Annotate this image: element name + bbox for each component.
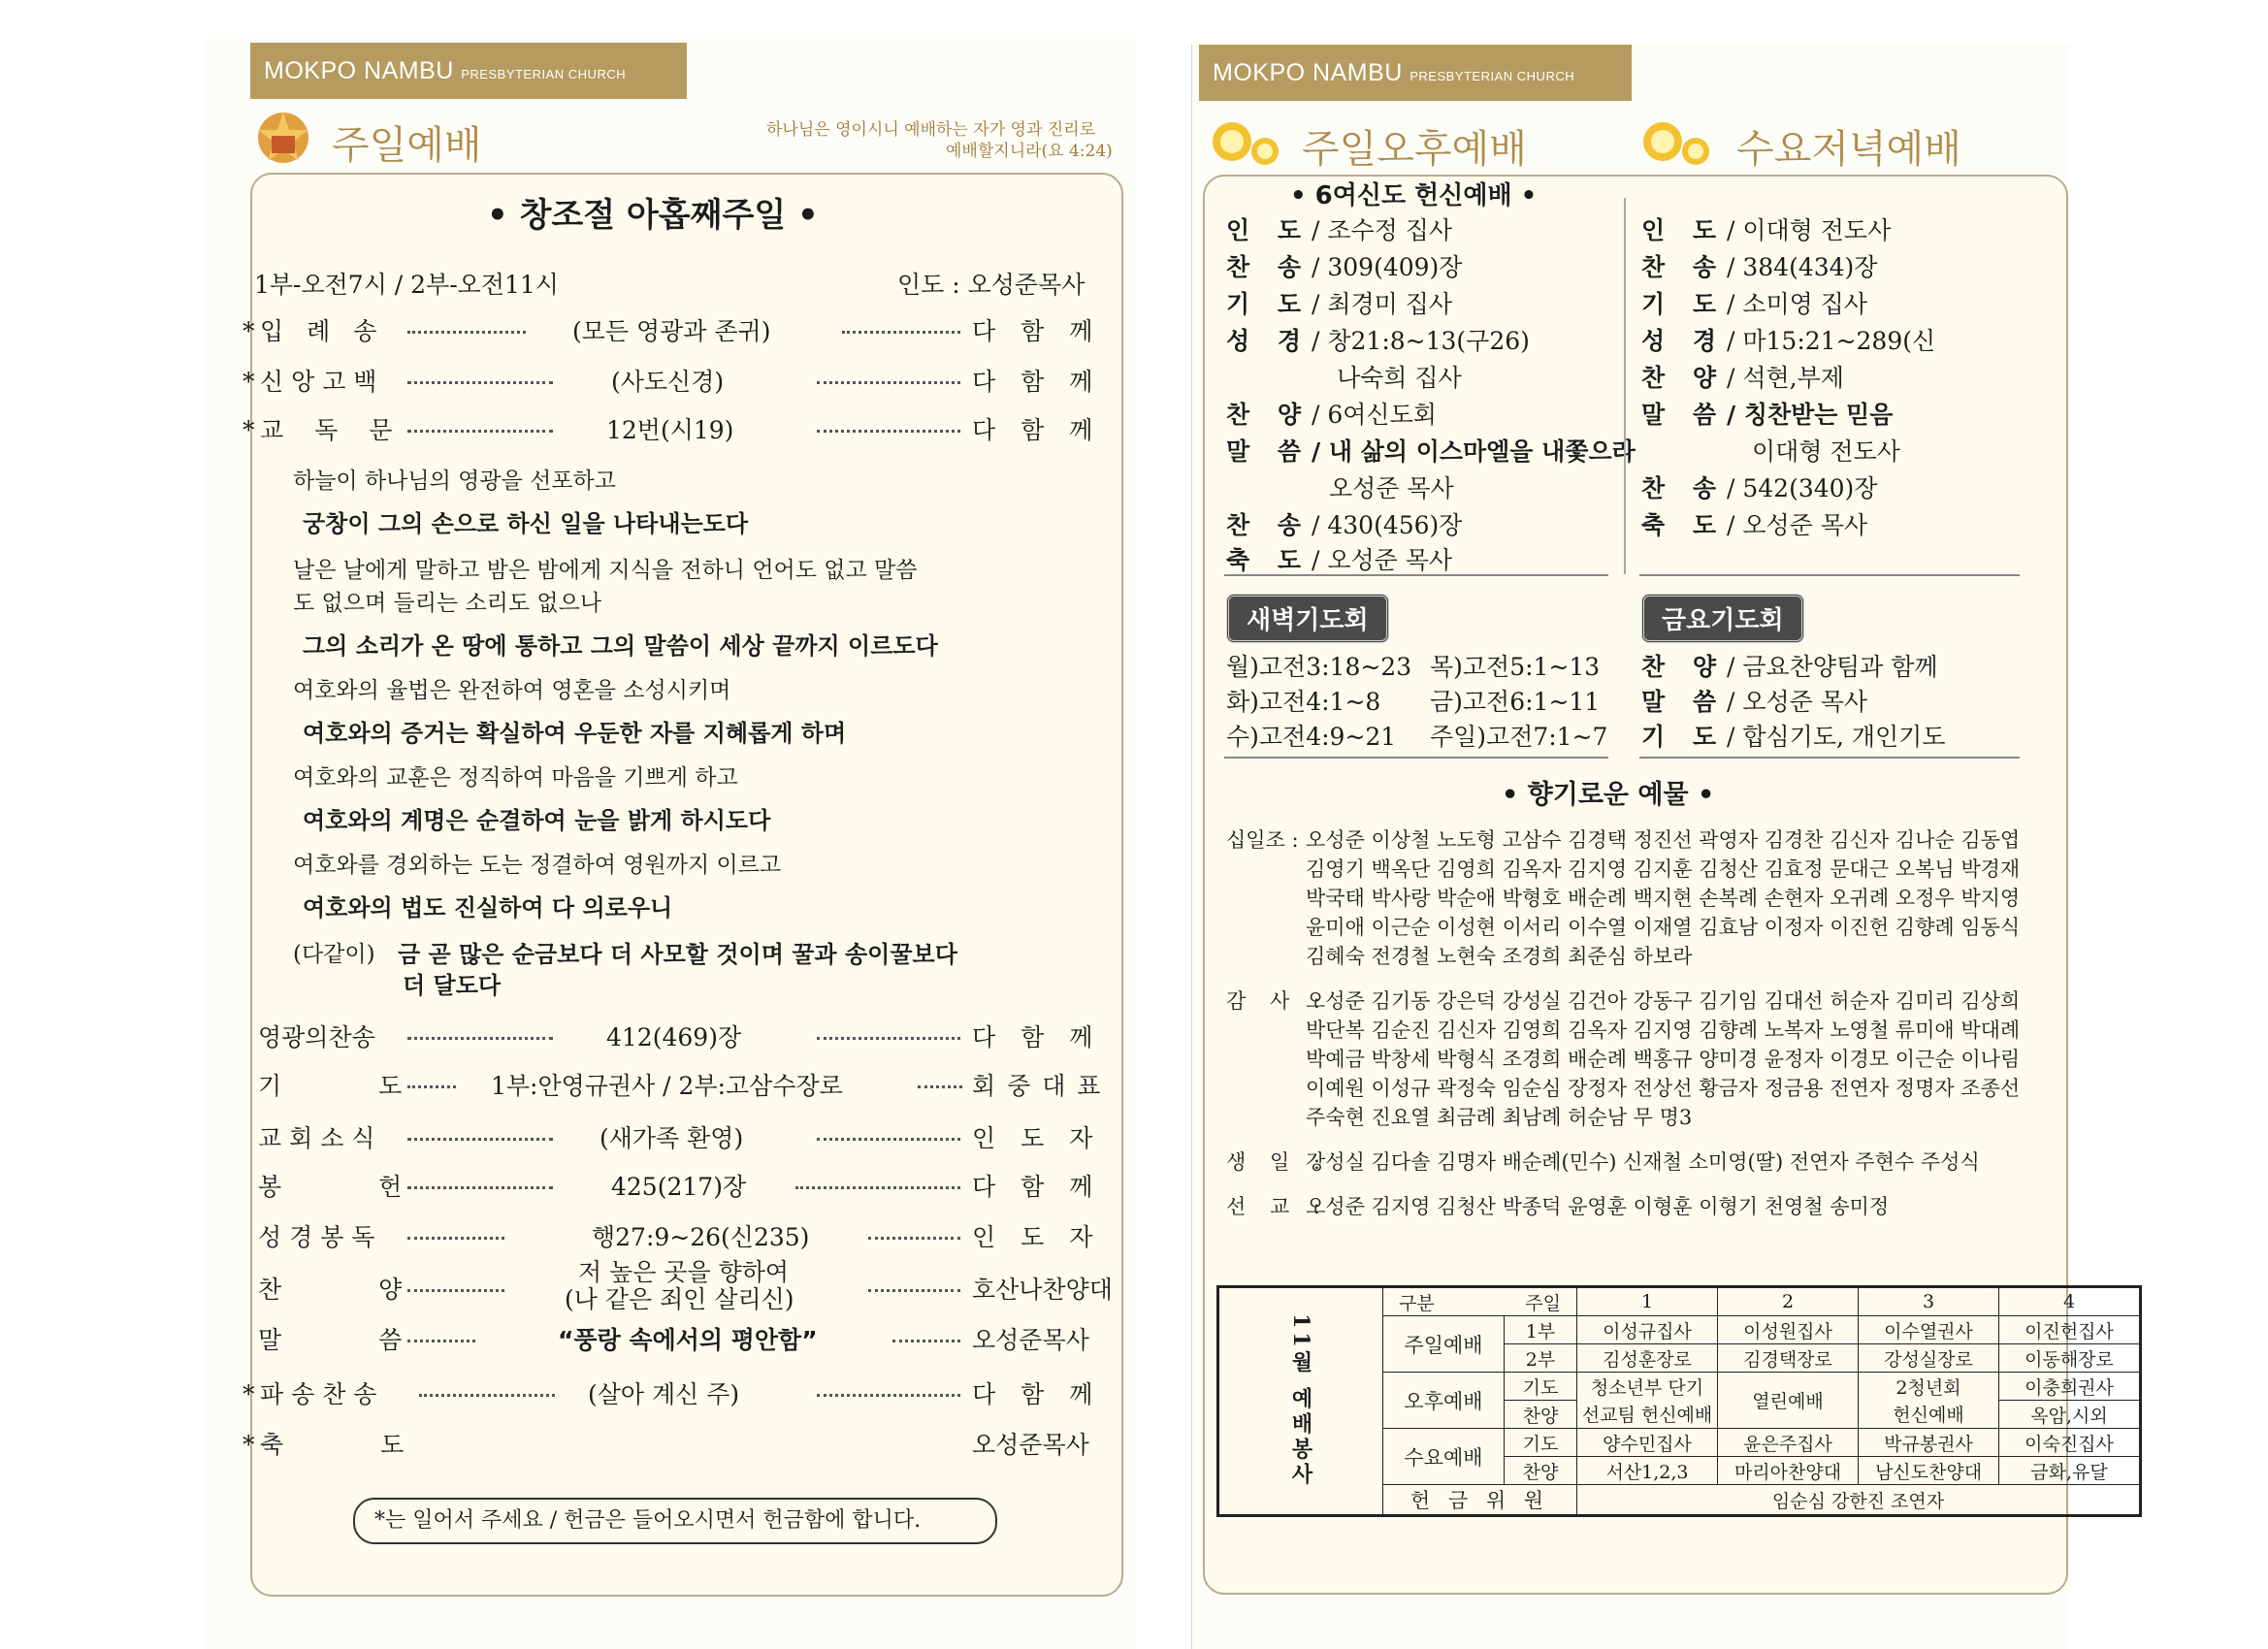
afternoon-heading: • 6여신도 헌신예배 • bbox=[1290, 181, 1538, 210]
item-value: / 542(340)장 bbox=[1727, 474, 1878, 502]
leader-dots bbox=[407, 1138, 553, 1141]
item-value: / 최경미 집사 bbox=[1312, 290, 1453, 318]
offering-category: 감 사 : bbox=[1226, 989, 1320, 1013]
leader-dots bbox=[407, 1186, 553, 1189]
quote-line2: 예배할지니라(요 4:24) bbox=[946, 142, 1113, 161]
offering-names: 이예원 이성규 곽정숙 임순심 장정자 전상선 황금자 정금용 전연자 정명자 조종선 bbox=[1306, 1077, 2021, 1100]
quote-line1: 하나님은 영이시니 예배하는 자가 영과 진리로 bbox=[766, 120, 1096, 140]
offering-names: 주숙현 진요열 최금례 최남례 허순남 무 명3 bbox=[1306, 1106, 1693, 1129]
leader-dots bbox=[817, 1037, 960, 1040]
reading-schedule: 금)고전6:1~11 bbox=[1430, 688, 1601, 716]
item-value: / 이대형 전도사 bbox=[1727, 216, 1892, 244]
item-value: / 오성준 목사 bbox=[1312, 546, 1453, 574]
offering-names: 윤미애 이근순 이성현 이서리 이수열 이재열 김효남 이정자 이진헌 김향례 임동식 bbox=[1306, 916, 2021, 939]
candle-icon bbox=[1641, 114, 1719, 169]
leader-dots bbox=[407, 331, 526, 334]
order-content: 12번(시19) bbox=[606, 416, 734, 444]
order-content: (새가족 환영) bbox=[599, 1124, 744, 1152]
reading-line: 도 없으며 들리는 소리도 없으나 bbox=[293, 591, 602, 616]
duty-col-header: 2 bbox=[1718, 1287, 1859, 1316]
item-key: 기 도 bbox=[1226, 290, 1302, 318]
order-label: 교 독 문 bbox=[260, 416, 405, 444]
item-key: 찬 양 bbox=[1641, 364, 1717, 392]
order-content: (살아 계신 주) bbox=[588, 1380, 740, 1408]
order-by: 인 도 자 bbox=[972, 1124, 1093, 1152]
order-by: 호산나찬양대 bbox=[972, 1276, 1113, 1304]
order-label: 말 씀 bbox=[258, 1326, 403, 1354]
leader-dots bbox=[407, 1037, 553, 1040]
leader-dots bbox=[817, 381, 960, 384]
service-duty-table bbox=[1216, 1285, 2142, 1517]
dawn-prayer-badge: 새벽기도회 bbox=[1226, 594, 1389, 643]
item-key: 축 도 bbox=[1641, 511, 1717, 539]
offering-category: 선 교 : bbox=[1226, 1195, 1320, 1218]
leader-dots bbox=[817, 1138, 960, 1141]
item-value: / 430(456)장 bbox=[1312, 511, 1463, 539]
duty-sub: 1부 bbox=[1505, 1316, 1577, 1344]
duty-cell: 선교팀 헌신예배 bbox=[1577, 1401, 1718, 1429]
order-label: 기 도 bbox=[258, 1072, 403, 1100]
duty-cell: 금화,유달 bbox=[1999, 1457, 2141, 1485]
reading-line: 여호와를 경외하는 도는 정결하여 영원까지 이르고 bbox=[293, 853, 782, 878]
offering-names: 강성실 김다솔 김명자 배순례(민수) 신재철 소미영(딸) 전연자 주현수 주성식 bbox=[1306, 1150, 1980, 1174]
item-value: / 석현,부제 bbox=[1727, 364, 1844, 392]
order-by: 다 함 께 bbox=[972, 1380, 1093, 1408]
item-key: 말 씀 bbox=[1641, 688, 1717, 716]
leader-dots bbox=[817, 1394, 960, 1397]
reading-schedule: 월)고전3:18~23 bbox=[1226, 653, 1412, 681]
item-value: 오성준 목사 bbox=[1329, 474, 1454, 502]
footer-note-box bbox=[353, 1498, 997, 1544]
sunday-heading: • 창조절 아홉째주일 • bbox=[487, 196, 819, 235]
offering-names: 박단복 김순진 김신자 김영희 김옥자 김지영 김향례 노복자 노영철 류미애 박대례 bbox=[1306, 1018, 2021, 1042]
item-key: 찬 송 bbox=[1641, 253, 1717, 281]
divider bbox=[1639, 574, 2020, 576]
reading-together: (다같이) bbox=[293, 942, 375, 967]
item-key: 찬 양 bbox=[1641, 653, 1717, 681]
duty-sub: 2부 bbox=[1505, 1344, 1577, 1373]
order-content: 412(469)장 bbox=[606, 1023, 742, 1051]
order-label: 찬 양 bbox=[258, 1276, 403, 1304]
offering-names: 오성준 김기동 강은덕 강성실 김건아 강동구 김기임 김대선 허순자 김미리 김상희 bbox=[1306, 989, 2021, 1013]
candle-icon bbox=[1211, 114, 1288, 169]
standing-mark: * bbox=[243, 1380, 255, 1408]
section-title-wednesday: 수요저녁예배 bbox=[1736, 127, 1961, 172]
item-key: 말 씀 bbox=[1226, 437, 1302, 466]
duty-cell: 이성원집사 bbox=[1718, 1316, 1859, 1344]
offering-names: 김영기 백옥단 김영희 김옥자 김지영 김지훈 김청산 김효정 문대근 오복님 박경재 bbox=[1306, 857, 2021, 881]
leader-dots bbox=[868, 1237, 960, 1240]
reading-line-bold: 그의 소리가 온 땅에 통하고 그의 말씀이 세상 끝까지 이르도다 bbox=[303, 632, 938, 660]
duty-cell: 이성규집사 bbox=[1577, 1316, 1718, 1344]
order-by: 다 함 께 bbox=[972, 1173, 1093, 1201]
duty-cell: 박규봉권사 bbox=[1859, 1429, 1999, 1457]
duty-cell: 마리아찬양대 bbox=[1718, 1457, 1859, 1485]
duty-cell: 이충희권사 bbox=[1999, 1373, 2141, 1401]
order-label: 입 례 송 bbox=[260, 317, 385, 345]
friday-prayer-badge: 금요기도회 bbox=[1641, 594, 1804, 643]
item-key: 인 도 bbox=[1641, 216, 1717, 244]
duty-cell: 이진헌집사 bbox=[1999, 1316, 2141, 1344]
order-label: 봉 헌 bbox=[258, 1173, 403, 1201]
item-key: 축 도 bbox=[1226, 546, 1302, 574]
item-key: 인 도 bbox=[1226, 216, 1302, 244]
duty-header-corner: 구분 주일 bbox=[1383, 1287, 1577, 1316]
offering-committee-label: 헌 금 위 원 bbox=[1383, 1485, 1577, 1516]
order-by: 다 함 께 bbox=[972, 368, 1093, 396]
duty-cell: 김경택장로 bbox=[1718, 1344, 1859, 1373]
section-title-afternoon: 주일오후예배 bbox=[1302, 127, 1527, 172]
item-key: 성 경 bbox=[1641, 327, 1717, 355]
offering-names: 김혜숙 전경철 노현숙 조경희 최준심 하보라 bbox=[1306, 945, 1693, 968]
sermon-title: “풍랑 속에서의 평안함” bbox=[558, 1326, 818, 1354]
duty-col-header: 3 bbox=[1859, 1287, 1999, 1316]
order-content: (사도신경) bbox=[611, 368, 725, 396]
footer-note: *는 일어서 주세요 / 헌금은 들어오시면서 헌금함에 합니다. bbox=[374, 1508, 922, 1533]
leader-dots bbox=[892, 1340, 960, 1342]
duty-service: 주일예배 bbox=[1383, 1316, 1505, 1373]
order-label: 파 송 찬 송 bbox=[260, 1380, 377, 1408]
item-value: 이대형 전도사 bbox=[1752, 437, 1900, 466]
reading-schedule: 주일)고전7:1~7 bbox=[1430, 723, 1608, 751]
leader-dots bbox=[407, 1340, 475, 1342]
offering-category: 생 일 : bbox=[1226, 1150, 1320, 1174]
leader-dots bbox=[918, 1085, 962, 1088]
duty-sub: 기도 bbox=[1505, 1373, 1577, 1401]
offering-category: 십일조 : bbox=[1226, 828, 1299, 852]
reading-line: 여호와의 율법은 완전하여 영혼을 소성시키며 bbox=[293, 678, 731, 703]
church-name: MOKPO NAMBU bbox=[1213, 59, 1403, 86]
duty-sub: 기도 bbox=[1505, 1429, 1577, 1457]
leader-dots bbox=[407, 1237, 504, 1240]
reading-line: 날은 날에게 말하고 밤은 밤에게 지식을 전하니 언어도 없고 말씀 bbox=[293, 558, 918, 583]
item-value: / 합심기도, 개인기도 bbox=[1727, 723, 1946, 751]
leader-dots bbox=[817, 430, 960, 433]
church-name: MOKPO NAMBU bbox=[264, 57, 454, 84]
duty-sub: 찬양 bbox=[1505, 1457, 1577, 1485]
order-label: 영광의찬송 bbox=[258, 1023, 375, 1051]
order-label: 교 회 소 식 bbox=[258, 1124, 375, 1152]
reading-schedule: 목)고전5:1~13 bbox=[1430, 653, 1601, 681]
duty-side-label: 11월 예배봉사 bbox=[1218, 1287, 1383, 1516]
offering-names: 오성준 이상철 노도형 고삼수 김경택 정진선 곽영자 김경찬 김신자 김나순 김동엽 bbox=[1306, 828, 2021, 852]
church-banner-right bbox=[1199, 45, 1632, 101]
church-banner-left bbox=[250, 43, 687, 99]
item-value: / 조수정 집사 bbox=[1312, 216, 1453, 244]
item-value: / 6여신도회 bbox=[1312, 401, 1437, 429]
item-value: / 마15:21~289(신 bbox=[1727, 327, 1936, 355]
item-key: 말 씀 bbox=[1641, 401, 1717, 429]
item-key: 찬 송 bbox=[1641, 474, 1717, 502]
order-content: (모든 영광과 존귀) bbox=[572, 317, 771, 345]
order-content: 저 높은 곳을 향하여 bbox=[578, 1258, 790, 1286]
reading-line: 하늘이 하나님의 영광을 선포하고 bbox=[293, 469, 616, 494]
order-by: 다 함 께 bbox=[972, 317, 1093, 345]
duty-cell: 남신도찬양대 bbox=[1859, 1457, 1999, 1485]
item-key: 기 도 bbox=[1641, 723, 1717, 751]
offering-heading: • 향기로운 예물 • bbox=[1502, 780, 1715, 810]
item-value: / 오성준 목사 bbox=[1727, 688, 1868, 716]
order-by: 회 중 대 표 bbox=[972, 1072, 1101, 1100]
order-by: 인 도 자 bbox=[972, 1223, 1093, 1251]
reading-line: 여호와의 교훈은 정직하여 마음을 기쁘게 하고 bbox=[293, 765, 738, 791]
table-row bbox=[1218, 1287, 2141, 1316]
item-value: / 384(434)장 bbox=[1727, 253, 1878, 281]
standing-mark: * bbox=[243, 317, 255, 345]
item-value: / 소미영 집사 bbox=[1727, 290, 1868, 318]
service-times: 1부-오전7시 / 2부-오전11시 bbox=[254, 271, 559, 299]
leader-dots bbox=[407, 1289, 504, 1292]
offering-names: 박국태 박사랑 박순애 박형호 배순례 백지현 손복례 손현자 오귀례 오정우 박지영 bbox=[1306, 887, 2021, 910]
item-value: / 오성준 목사 bbox=[1727, 511, 1868, 539]
reading-line-bold: 금 곧 많은 순금보다 더 사모할 것이며 꿀과 송이꿀보다 bbox=[398, 941, 957, 968]
duty-cell: 2청년회 bbox=[1859, 1373, 1999, 1401]
church-subtitle: PRESBYTERIAN CHURCH bbox=[1409, 69, 1575, 83]
duty-service: 오후예배 bbox=[1383, 1373, 1505, 1429]
item-key: 찬 송 bbox=[1226, 253, 1302, 281]
section-title-sunday: 주일예배 bbox=[332, 123, 482, 168]
duty-cell: 열린예배 bbox=[1718, 1373, 1859, 1429]
duty-cell: 윤은주집사 bbox=[1718, 1429, 1859, 1457]
leader-dots bbox=[407, 430, 553, 433]
offering-names: 오성준 김지영 김청산 박종덕 윤영훈 이형훈 이형기 천영철 송미정 bbox=[1306, 1195, 1890, 1218]
leader-dots bbox=[868, 1289, 960, 1292]
leader-dots bbox=[407, 381, 553, 384]
duty-cell: 이동해장로 bbox=[1999, 1344, 2141, 1373]
item-value: 나숙희 집사 bbox=[1337, 364, 1462, 392]
duty-col-header: 1 bbox=[1577, 1287, 1718, 1316]
divider bbox=[1639, 757, 2020, 759]
leader-dots bbox=[795, 1186, 960, 1189]
reading-line-bold: 궁창이 그의 손으로 하신 일을 나타내는도다 bbox=[303, 510, 749, 537]
offering-names: 박예금 박창세 박형식 조경희 배순례 백홍규 양미경 윤정자 이경모 이근순 이나림 bbox=[1306, 1048, 2021, 1071]
standing-mark: * bbox=[243, 368, 255, 396]
item-value: / 309(409)장 bbox=[1312, 253, 1463, 281]
reading-line-bold: 더 달도다 bbox=[403, 972, 502, 999]
item-value: / 금요찬양팀과 함께 bbox=[1727, 653, 1938, 681]
order-label: 신 앙 고 백 bbox=[260, 368, 377, 396]
duty-service: 수요예배 bbox=[1383, 1429, 1505, 1485]
divider bbox=[1224, 574, 1608, 576]
duty-cell: 이수열권사 bbox=[1859, 1316, 1999, 1344]
order-content: 425(217)장 bbox=[611, 1173, 747, 1201]
leader-dots bbox=[419, 1394, 555, 1397]
order-by: 오성준목사 bbox=[972, 1431, 1089, 1459]
reading-schedule: 화)고전4:1~8 bbox=[1226, 688, 1381, 716]
standing-mark: * bbox=[243, 416, 255, 444]
leader-dots bbox=[842, 331, 960, 334]
item-value: / 창21:8~13(구26) bbox=[1312, 327, 1530, 355]
divider bbox=[1224, 757, 1608, 759]
service-leader: 인도 : 오성준목사 bbox=[897, 271, 1085, 299]
standing-mark: * bbox=[243, 1431, 255, 1459]
leader-dots bbox=[407, 1085, 456, 1088]
duty-cell: 서산1,2,3 bbox=[1577, 1457, 1718, 1485]
order-content: 1부:안영규권사 / 2부:고삼수장로 bbox=[491, 1072, 843, 1100]
duty-cell: 이숙진집사 bbox=[1999, 1429, 2141, 1457]
reading-line-bold: 여호와의 법도 진실하여 다 의로우니 bbox=[303, 894, 673, 922]
item-key: 기 도 bbox=[1641, 290, 1717, 318]
order-by: 오성준목사 bbox=[972, 1326, 1089, 1354]
order-content: 행27:9~26(신235) bbox=[592, 1223, 810, 1251]
duty-cell: 옥암,시외 bbox=[1999, 1401, 2141, 1429]
reading-line-bold: 여호와의 계명은 순결하여 눈을 밝게 하시도다 bbox=[303, 807, 771, 834]
duty-cell: 김성훈장로 bbox=[1577, 1344, 1718, 1373]
reading-schedule: 수)고전4:9~21 bbox=[1226, 723, 1397, 751]
offering-committee-names: 임순심 강한진 조연자 bbox=[1577, 1485, 2141, 1516]
column-divider bbox=[1624, 198, 1626, 574]
church-subtitle: PRESBYTERIAN CHURCH bbox=[461, 67, 627, 81]
sermon-title: / 칭찬받는 믿음 bbox=[1727, 401, 1894, 429]
reading-line-bold: 여호와의 증거는 확실하여 우둔한 자를 지혜롭게 하며 bbox=[303, 720, 847, 747]
duty-cell: 헌신예배 bbox=[1859, 1401, 1999, 1429]
duty-col-header: 4 bbox=[1999, 1287, 2141, 1316]
item-key: 성 경 bbox=[1226, 327, 1302, 355]
order-label: 축 도 bbox=[260, 1431, 405, 1459]
duty-cell: 강성실장로 bbox=[1859, 1344, 1999, 1373]
order-by: 다 함 께 bbox=[972, 1023, 1093, 1051]
gift-icon bbox=[254, 109, 312, 165]
duty-sub: 찬양 bbox=[1505, 1401, 1577, 1429]
sermon-title: / 내 삶의 이스마엘을 내쫓으라 bbox=[1312, 437, 1636, 466]
duty-cell: 청소년부 단기 bbox=[1577, 1373, 1718, 1401]
order-content-alt: (나 같은 죄인 살리신) bbox=[565, 1285, 794, 1313]
duty-cell: 양수민집사 bbox=[1577, 1429, 1718, 1457]
order-label: 성 경 봉 독 bbox=[258, 1223, 375, 1251]
order-by: 다 함 께 bbox=[972, 416, 1093, 444]
item-key: 찬 양 bbox=[1226, 401, 1302, 429]
item-key: 찬 송 bbox=[1226, 511, 1302, 539]
